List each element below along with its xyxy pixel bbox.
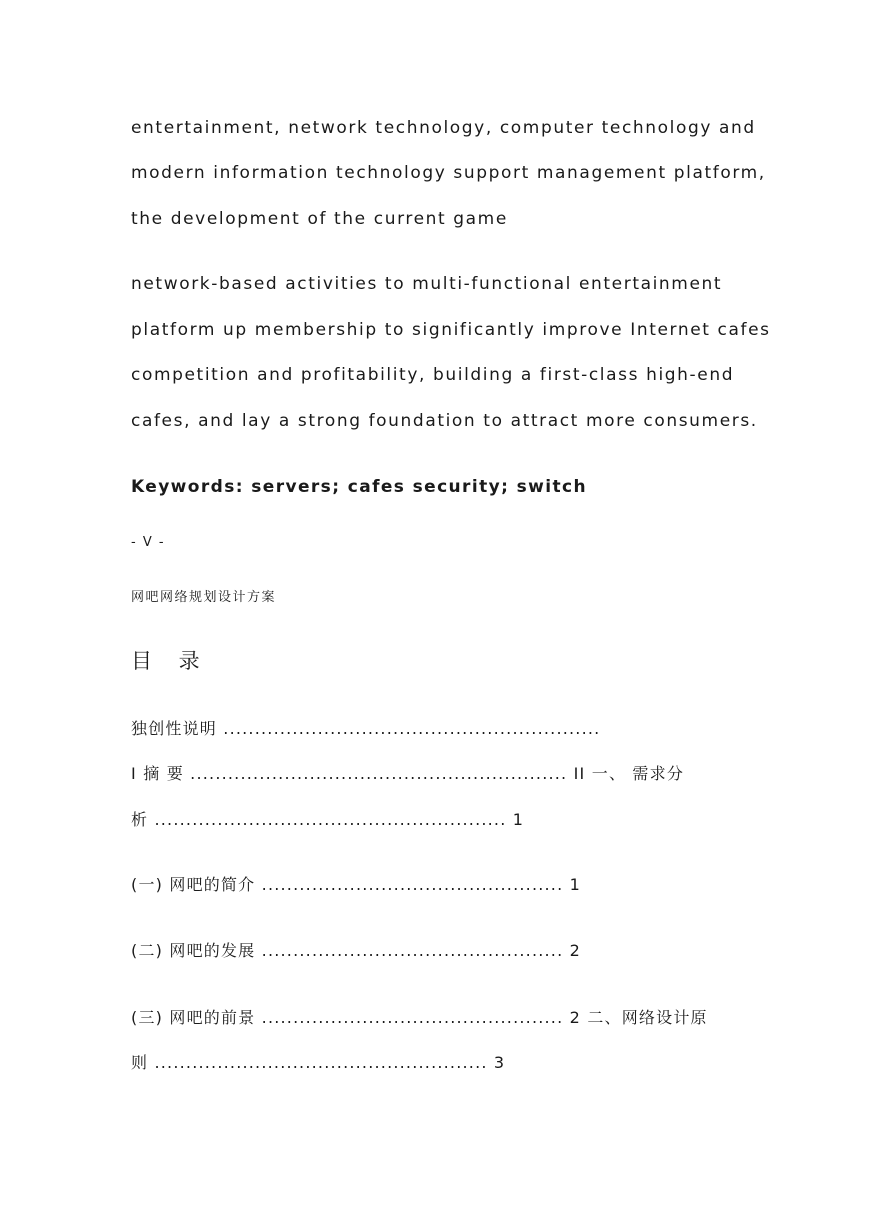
toc-entry: (一) 网吧的简介 ................................................ 1 [131, 875, 582, 894]
toc-entry: 则 ..................................................... 3 [131, 1053, 506, 1072]
page-number: - V - [131, 535, 166, 550]
toc-entry: (二) 网吧的发展 ................................................ 2 [131, 941, 582, 960]
abstract-line: entertainment, network technology, computer technology and [131, 118, 756, 138]
keywords: Keywords: servers; cafes security; switch [131, 477, 587, 497]
abstract-line: network-based activities to multi-functional entertainment [131, 274, 723, 294]
running-header: 网吧网络规划设计方案 [131, 590, 277, 605]
abstract-line: competition and profitability, building a first-class high-end [131, 365, 735, 385]
toc-entry: 析 ........................................................ 1 [131, 810, 525, 829]
toc-entry: I 摘 要 ............................................................ II 一、 需求分 [131, 764, 685, 783]
abstract-line: modern information technology support management platform, [131, 163, 766, 183]
abstract-line: platform up membership to significantly improve Internet cafes [131, 320, 771, 340]
toc-title: 目 录 [131, 649, 210, 673]
abstract-line: the development of the current game [131, 209, 508, 229]
abstract-line: cafes, and lay a strong foundation to attract more consumers. [131, 411, 758, 431]
toc-entry: 独创性说明 ............................................................ [131, 719, 601, 738]
toc-entry: (三) 网吧的前景 ................................................ 2 二、网络设计原 [131, 1008, 708, 1027]
